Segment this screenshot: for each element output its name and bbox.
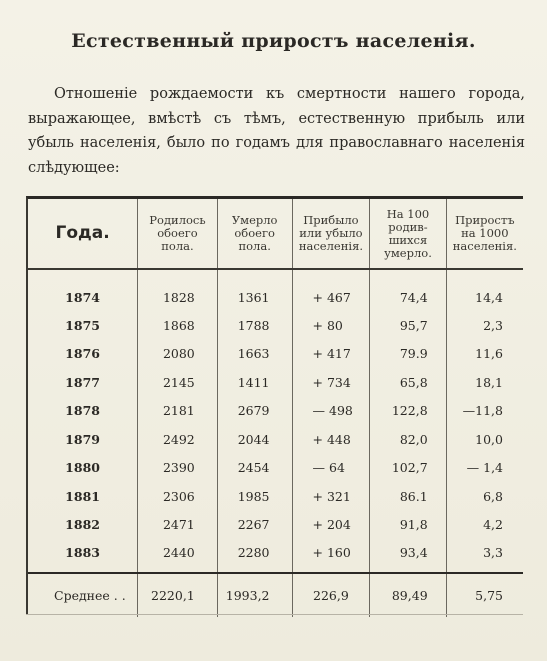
cell-born: 1828	[138, 269, 218, 311]
cell-per-1000: — 1,4	[466, 460, 503, 476]
cell-per-1000: 14,4	[475, 290, 503, 305]
cell-born: 2390	[138, 454, 218, 483]
cell-per-100: 122,8	[370, 397, 446, 426]
cell-died: 2280	[217, 539, 292, 573]
cell-died: 2044	[217, 425, 292, 454]
header-died: Умерло обоего пола.	[217, 199, 292, 269]
table-body	[28, 269, 523, 617]
average-row	[28, 573, 523, 617]
cell-per-1000: —11,8	[462, 403, 503, 419]
intro-paragraph: Отношеніе рождаемости къ смертности нашего города, выражающее, вмѣстѣ съ тѣмъ, естественную прибыль или убыль населенія, было по годамъ для православнаго населенія слѣдующее:	[28, 86, 525, 176]
header-born: Родилось обоего пола.	[138, 199, 218, 269]
header-change: Прибыло или убыло населенія.	[292, 199, 370, 269]
population-table	[26, 196, 523, 614]
table-row	[28, 425, 523, 454]
cell-died: 1985	[217, 482, 292, 511]
cell-born: 1868	[138, 311, 218, 340]
average-label: Среднее . .	[28, 573, 138, 617]
header-per-100: На 100 родив- шихся умерло.	[370, 199, 446, 269]
cell-per-100: 93,4	[370, 539, 446, 573]
table-bottom-rule	[26, 614, 523, 615]
cell-born: 2181	[138, 397, 218, 426]
table-row	[28, 511, 523, 540]
average-born: 2220,1	[138, 573, 218, 617]
cell-per-1000: 10,0	[475, 431, 503, 447]
cell-per-100: 102,7	[370, 454, 446, 483]
average-change: 226,9	[292, 573, 370, 617]
table-row	[28, 454, 523, 483]
header-per-1000: Приростъ на 1000 населенія.	[446, 199, 523, 269]
cell-change: + 321	[292, 482, 370, 511]
table-row	[28, 269, 523, 311]
cell-born: 2440	[138, 539, 218, 573]
cell-year: 1876	[28, 340, 138, 369]
cell-born: 2306	[138, 482, 218, 511]
cell-born: 2492	[138, 425, 218, 454]
table-row	[28, 482, 523, 511]
cell-died: 2267	[217, 511, 292, 540]
cell-change: + 204	[292, 511, 370, 540]
cell-year: 1880	[28, 454, 138, 483]
cell-per-100: 74,4	[370, 269, 446, 311]
cell-per-1000: 11,6	[475, 346, 503, 362]
cell-per-100: 82,0	[370, 425, 446, 454]
cell-died: 1788	[217, 311, 292, 340]
cell-year: 1878	[28, 397, 138, 426]
cell-change: + 448	[292, 425, 370, 454]
table-row	[28, 539, 523, 573]
cell-born: 2080	[138, 340, 218, 369]
cell-per-100: 86.1	[370, 482, 446, 511]
cell-per-100: 95,7	[370, 311, 446, 340]
cell-per-1000: 4,2	[483, 517, 503, 533]
table-row	[28, 397, 523, 426]
cell-change: + 80	[292, 311, 370, 340]
cell-per-1000: 6,8	[483, 488, 503, 504]
cell-born: 2145	[138, 368, 218, 397]
cell-year: 1882	[28, 511, 138, 540]
header-year: Года.	[28, 199, 138, 269]
cell-change: + 734	[292, 368, 370, 397]
cell-died: 1663	[217, 340, 292, 369]
average-per-1000: 5,75	[446, 573, 523, 617]
cell-per-100: 91,8	[370, 511, 446, 540]
cell-died: 1361	[217, 269, 292, 311]
cell-per-1000: 18,1	[475, 374, 503, 390]
cell-year: 1877	[28, 368, 138, 397]
cell-year: 1883	[28, 539, 138, 573]
cell-died: 2454	[217, 454, 292, 483]
table-row	[28, 368, 523, 397]
cell-change: + 467	[292, 269, 370, 311]
average-died: 1993,2	[217, 573, 292, 617]
cell-born: 2471	[138, 511, 218, 540]
cell-year: 1881	[28, 482, 138, 511]
table-row	[28, 311, 523, 340]
cell-change: + 417	[292, 340, 370, 369]
cell-per-100: 79.9	[370, 340, 446, 369]
cell-per-1000: 3,3	[483, 545, 503, 560]
cell-change: — 498	[292, 397, 370, 426]
cell-died: 2679	[217, 397, 292, 426]
cell-died: 1411	[217, 368, 292, 397]
cell-per-100: 65,8	[370, 368, 446, 397]
table-header-row	[28, 199, 523, 269]
cell-per-1000: 2,3	[483, 317, 503, 333]
table-row	[28, 340, 523, 369]
page-title: Естественный приростъ населенія.	[71, 30, 476, 52]
cell-year: 1879	[28, 425, 138, 454]
cell-year: 1875	[28, 311, 138, 340]
cell-year: 1874	[28, 269, 138, 311]
average-per-100: 89,49	[370, 573, 446, 617]
cell-change: — 64	[292, 454, 370, 483]
cell-change: + 160	[292, 539, 370, 573]
